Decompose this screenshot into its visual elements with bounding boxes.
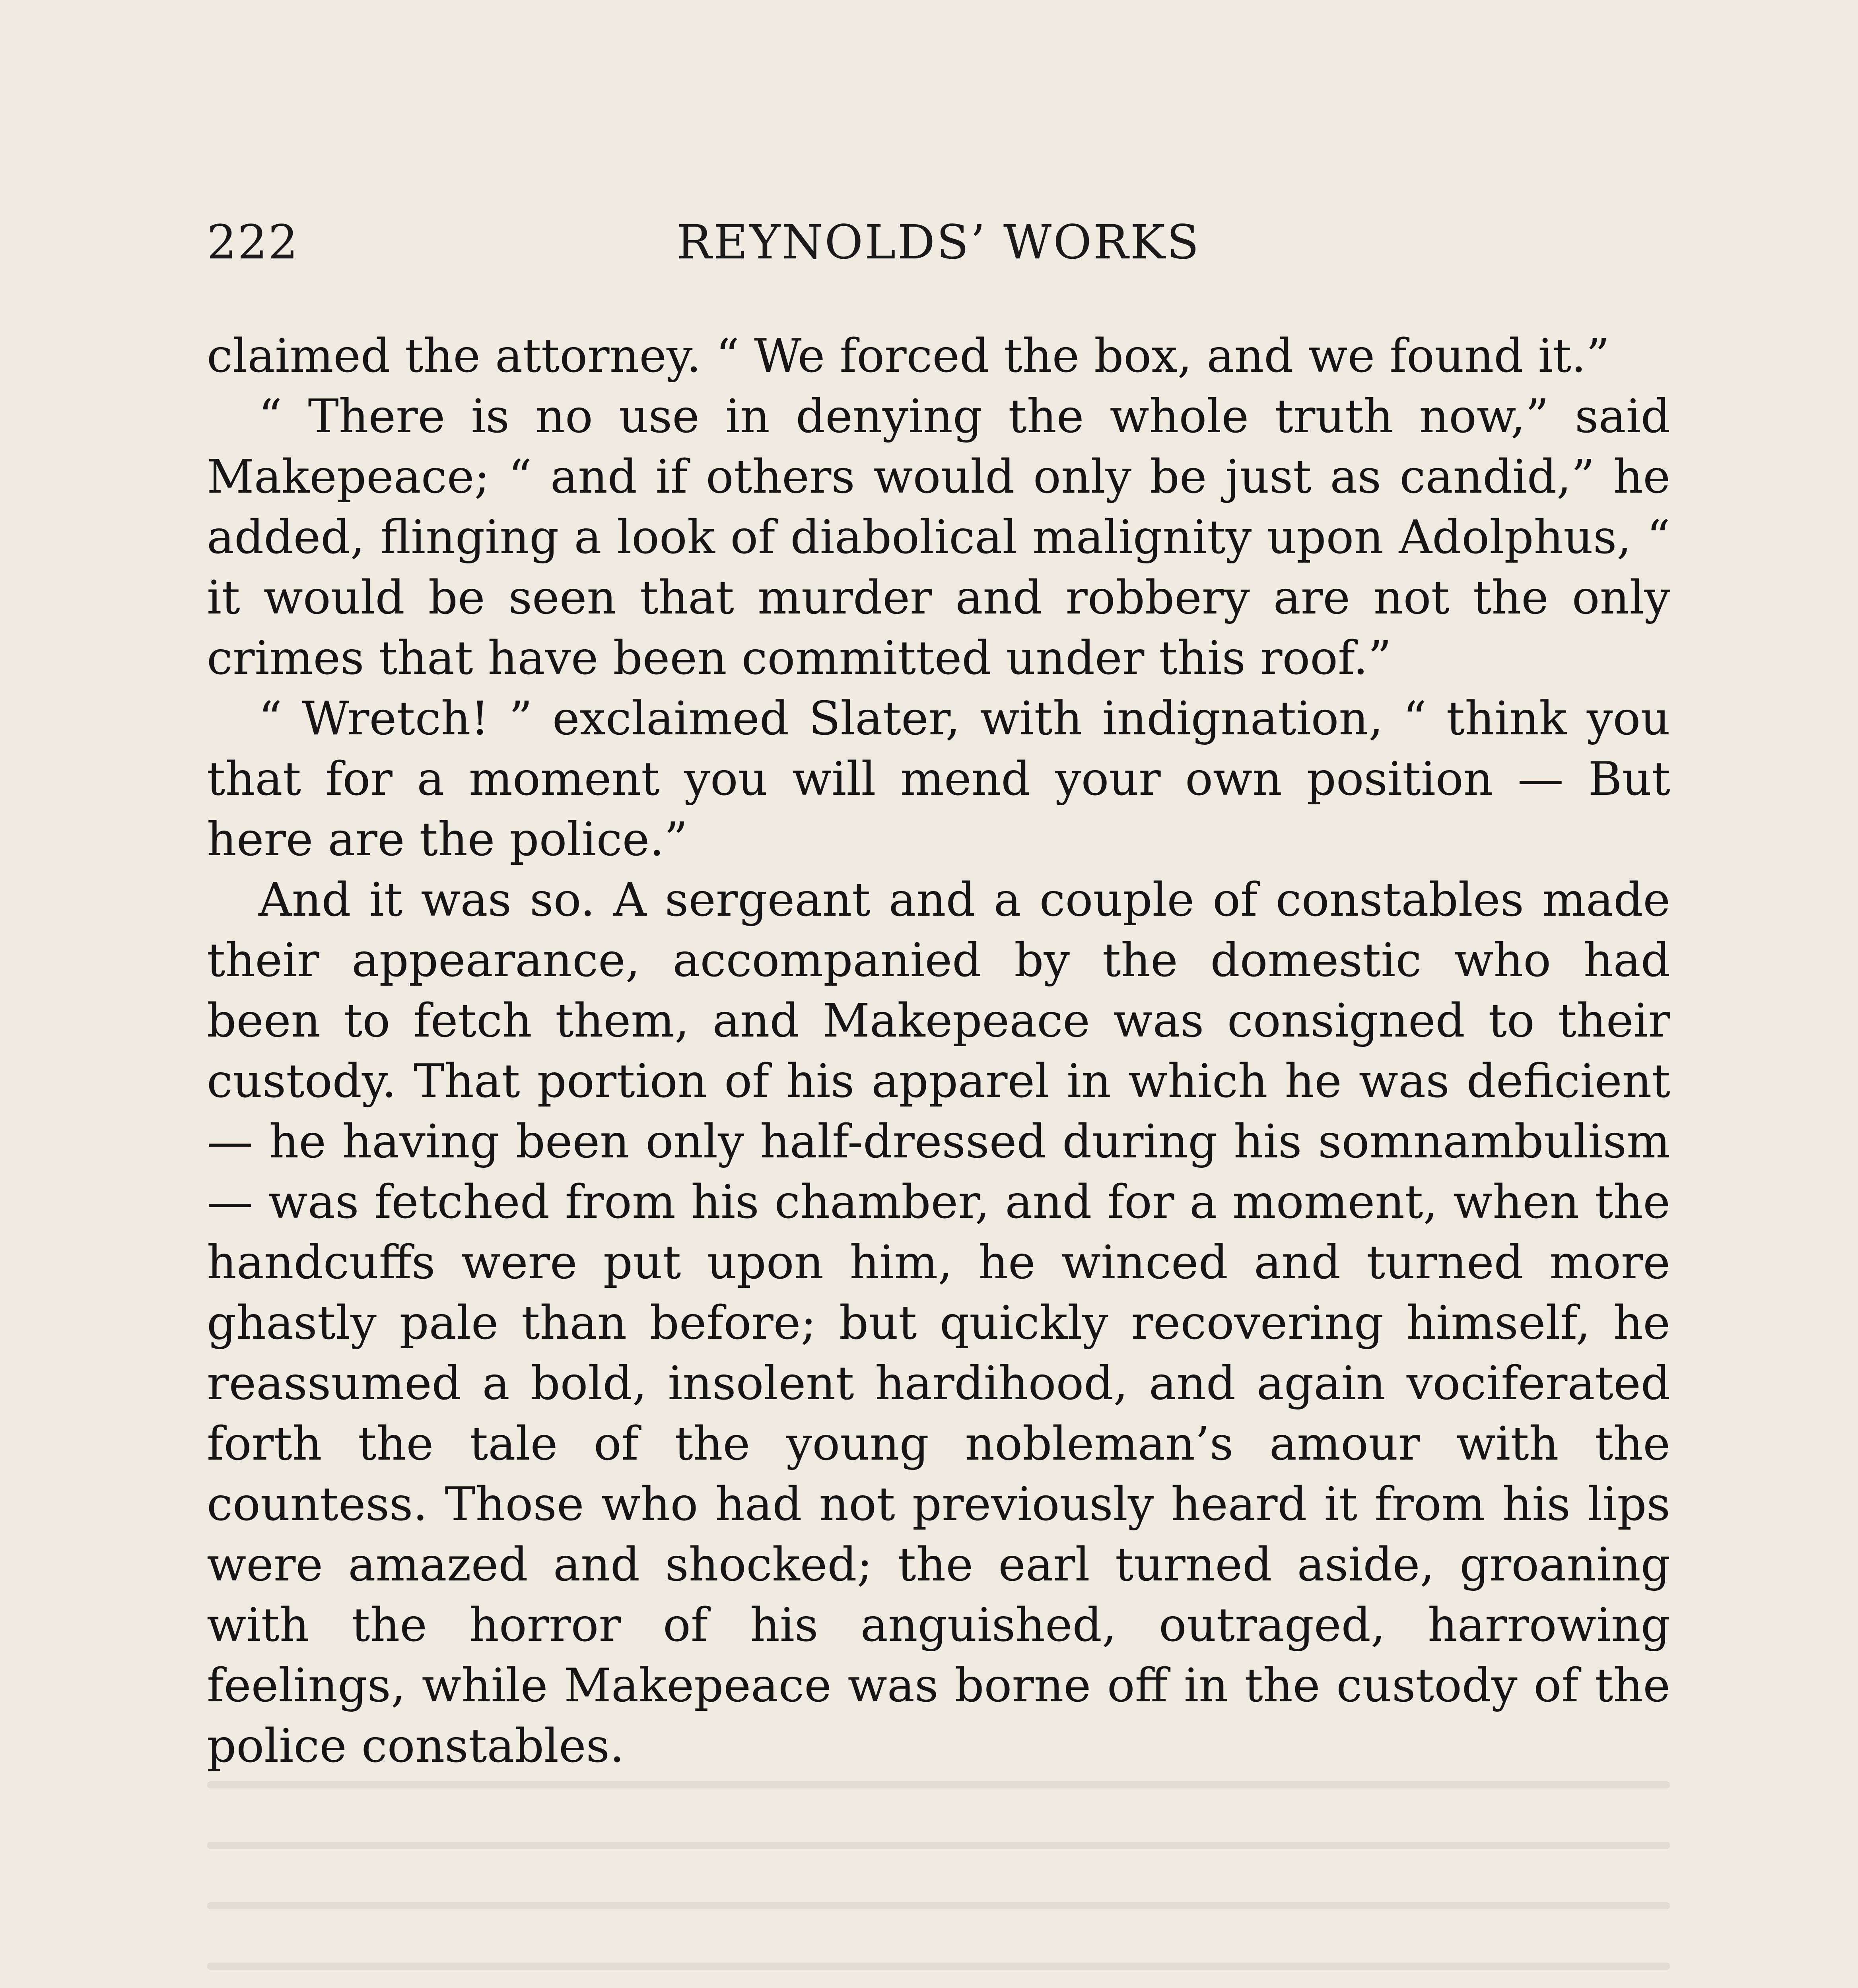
paragraph: claimed the attorney. “ We forced the box, and we found it.” — [207, 329, 1610, 383]
page-number: 222 — [207, 215, 299, 270]
paragraph: “ There is no use in denying the whole truth now,” said Makepeace; “ and if others would only be just as candid,” he added, flinging a look of diabolical malignity upon Adolphus, “ it would be seen that murder and robbery are not the only crimes that have been committed under this roof.” — [207, 390, 1670, 685]
paragraph: And it was so. A sergeant and a couple of constables made their appearance, accompanied by the domestic who had been to fetch them, and Makepeace was consigned to their custody. That portion of his apparel in which he was deficient — he having been only half-dressed during his somnambulism — was fetched from his chamber, and for a moment, when the handcuffs were put upon him, he winced and turned more ghastly pale than before; but quickly recovering himself, he reassumed a bold, insolent hardihood, and again vociferated forth the tale of the young nobleman’s amour with the countess. Those who had not previously heard it from his lips were amazed and shocked; the earl turned aside, groaning with the horror of his anguished, outraged, harrowing feelings, while Makepeace was borne off in the custody of the police constables. — [207, 873, 1670, 1773]
paragraph: “ Wretch! ” exclaimed Slater, with indignation, “ think you that for a moment you will mend your own position — But here are the police.” — [207, 692, 1670, 866]
running-head: REYNOLDS’ WORKS — [676, 215, 1201, 270]
page-header — [207, 215, 1670, 286]
bleed-through-shadow — [207, 1781, 1670, 1988]
body-text — [207, 326, 1670, 1776]
